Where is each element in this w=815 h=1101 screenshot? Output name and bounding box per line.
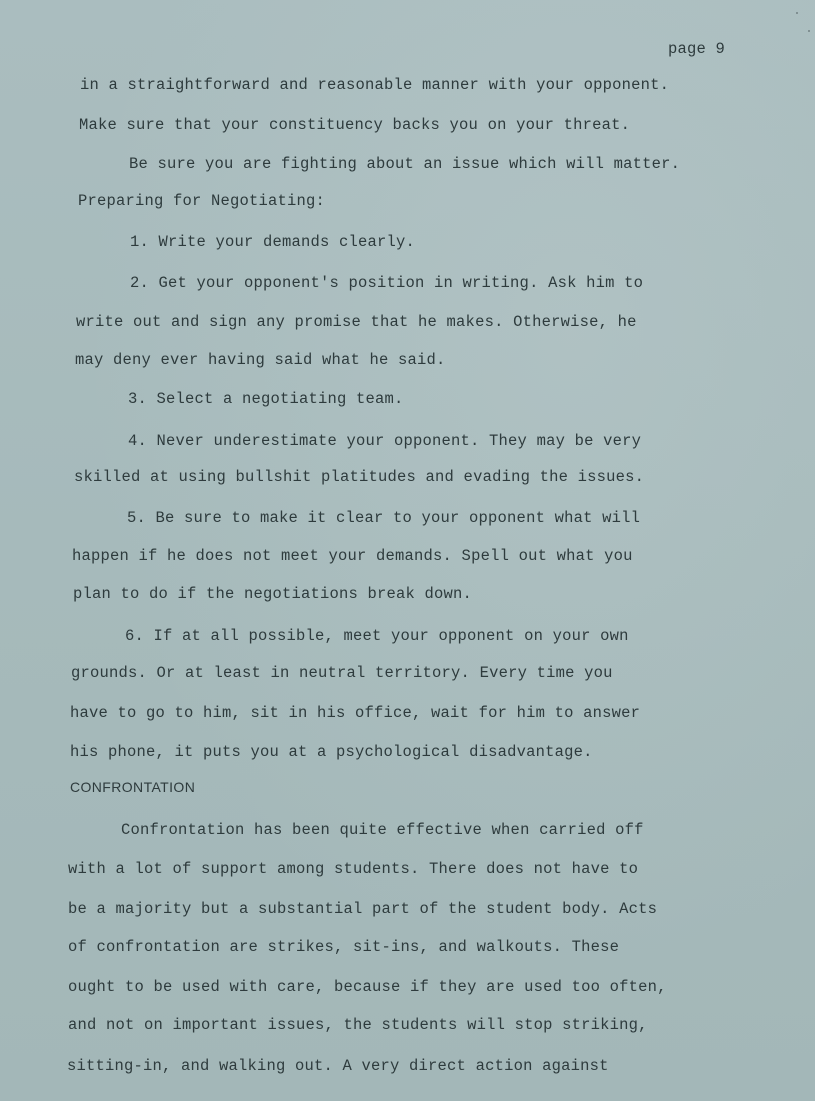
text-line: plan to do if the negotiations break down.: [73, 585, 473, 603]
list-item: 4. Never underestimate your opponent. They may be very: [128, 432, 642, 450]
text-line: skilled at using bullshit platitudes and evading the issues.: [74, 468, 645, 486]
text-line: ought to be used with care, because if they are used too often,: [68, 978, 667, 996]
text-line: sitting-in, and walking out. A very direct action against: [67, 1057, 609, 1075]
text-line: be a majority but a substantial part of the student body. Acts: [68, 900, 658, 918]
text-line: in a straightforward and reasonable manner with your opponent.: [80, 76, 670, 94]
text-line: with a lot of support among students. There does not have to: [68, 860, 639, 878]
text-line: and not on important issues, the students will stop striking,: [68, 1016, 648, 1034]
section-heading: CONFRONTATION: [70, 779, 196, 795]
text-line: may deny ever having said what he said.: [75, 351, 446, 369]
list-item: 2. Get your opponent's position in writing. Ask him to: [130, 274, 644, 292]
list-item: 5. Be sure to make it clear to your opponent what will: [127, 509, 641, 527]
text-line: of confrontation are strikes, sit-ins, and walkouts. These: [68, 938, 620, 956]
text-line: Be sure you are fighting about an issue which will matter.: [129, 155, 681, 173]
list-item: 3. Select a negotiating team.: [128, 390, 404, 408]
text-line: grounds. Or at least in neutral territory. Every time you: [71, 664, 613, 682]
section-heading: Preparing for Negotiating:: [78, 192, 326, 210]
text-line: Confrontation has been quite effective when carried off: [121, 821, 644, 839]
text-line: Make sure that your constituency backs you on your threat.: [79, 116, 631, 134]
page-number: page 9: [668, 40, 726, 58]
paper-speck: [808, 30, 810, 32]
text-line: have to go to him, sit in his office, wait for him to answer: [70, 704, 641, 722]
text-line: his phone, it puts you at a psychological disadvantage.: [70, 743, 593, 761]
list-item: 1. Write your demands clearly.: [130, 233, 416, 251]
paper-speck: [796, 12, 798, 14]
text-line: write out and sign any promise that he makes. Otherwise, he: [76, 313, 637, 331]
text-line: happen if he does not meet your demands. Spell out what you: [72, 547, 633, 565]
list-item: 6. If at all possible, meet your opponent on your own: [125, 627, 629, 645]
